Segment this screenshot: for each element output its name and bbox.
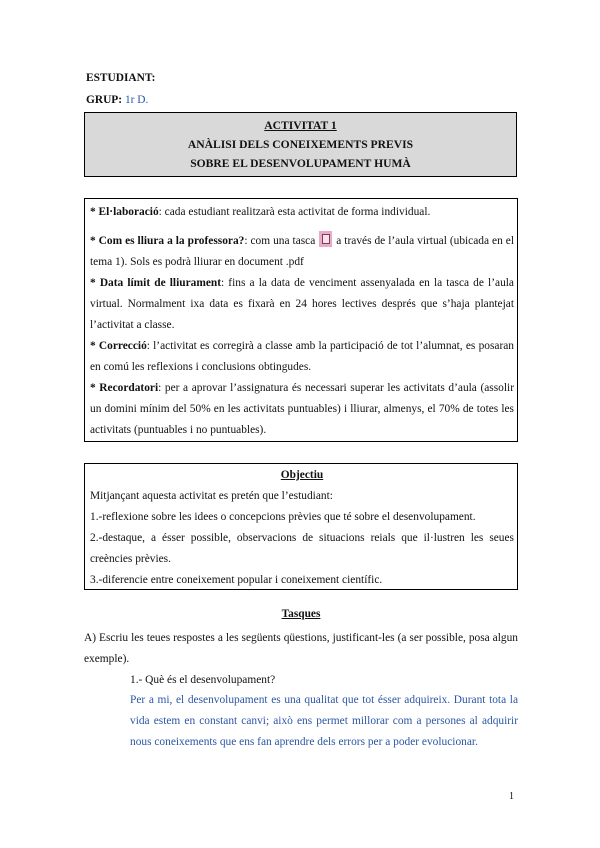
- page-number: 1: [509, 791, 514, 802]
- deadline-text: : fins a la data de venciment assenyalada en la tasca de l’aula virtual. Normalment ixa data es fixarà en 24 hores lectives després que s’haja plantejat l’activitat a classe.: [90, 277, 514, 331]
- activity-subtitle-line1: ANÀLISI DELS CONEIXEMENTS PREVIS: [187, 138, 414, 151]
- group-line: [86, 94, 148, 106]
- elaboration-paragraph: [90, 202, 514, 223]
- group-value: 1r D.: [124, 94, 149, 106]
- correction-text: : l’activitat es corregirà a classe amb la participació de tot l’alumnat, es posaran en comú les reflexions i conclusions obtingudes.: [90, 340, 514, 373]
- reminder-text: : per a aprovar l’assignatura és necessari superar les activitats d’aula (assolir un domini mínim del 50% en les activitats puntuables) i lliurar, almenys, el 70% de totes les activitats (puntuables i no puntuables).: [90, 382, 514, 436]
- elaboration-label: * El·laboració: [90, 206, 159, 218]
- reminder-paragraph: [90, 378, 514, 441]
- delivery-text-a: : com una tasca: [244, 235, 316, 247]
- student-label: ESTUDIANT:: [86, 72, 156, 84]
- instructions-box: [84, 198, 518, 442]
- objective-item-1: 1.-reflexione sobre les idees o concepcions prèvies que té sobre el desenvolupament.: [90, 511, 476, 523]
- answer-1: Per a mi, el desenvolupament es una qualitat que tot ésser adquireix. Durant tota la vida estem en constant canvi; això ens permet millorar com a persones al adquirir nous coneixements que ens fan aprendre dels errors per a poder evolucionar.: [130, 694, 518, 748]
- objective-item-2: 2.-destaque, a ésser possible, observacions de situacions reials que il·lustren les seues creències prèvies.: [90, 532, 514, 565]
- activity-title: ACTIVITAT 1: [264, 119, 337, 132]
- tasks-heading: Tasques: [281, 608, 321, 620]
- activity-title-box: [84, 112, 517, 177]
- reminder-label: * Recordatori: [90, 382, 159, 394]
- group-label: GRUP:: [86, 94, 123, 106]
- correction-label: * Correcció: [90, 340, 147, 352]
- correction-paragraph: [90, 336, 514, 378]
- objective-intro: Mitjançant aquesta activitat es pretén que l’estudiant:: [90, 490, 333, 502]
- tasks-intro: A) Escriu les teues respostes a les següents qüestions, justificant-les (a ser possible, posa algun exemple).: [84, 632, 518, 665]
- deadline-paragraph: [90, 273, 514, 336]
- question-1: 1.- Què és el desenvolupament?: [130, 674, 276, 686]
- deadline-label: * Data límit de lliurament: [90, 277, 222, 289]
- objective-item-3: 3.-diferencie entre coneixement popular i coneixement científic.: [90, 574, 383, 586]
- delivery-text-b: a través de l’aula virtual (ubicada en el tema 1). Sols es podrà lliurar en document .pdf: [90, 235, 514, 268]
- elaboration-text: : cada estudiant realitzarà esta activitat de forma individual.: [158, 206, 431, 218]
- objective-box: [84, 463, 518, 590]
- delivery-label: * Com es lliura a la professora?: [90, 235, 245, 247]
- objective-heading: Objectiu: [280, 469, 324, 481]
- activity-subtitle-line2: SOBRE EL DESENVOLUPAMENT HUMÀ: [190, 157, 411, 170]
- assignment-icon: [319, 231, 332, 247]
- delivery-paragraph: [90, 231, 514, 273]
